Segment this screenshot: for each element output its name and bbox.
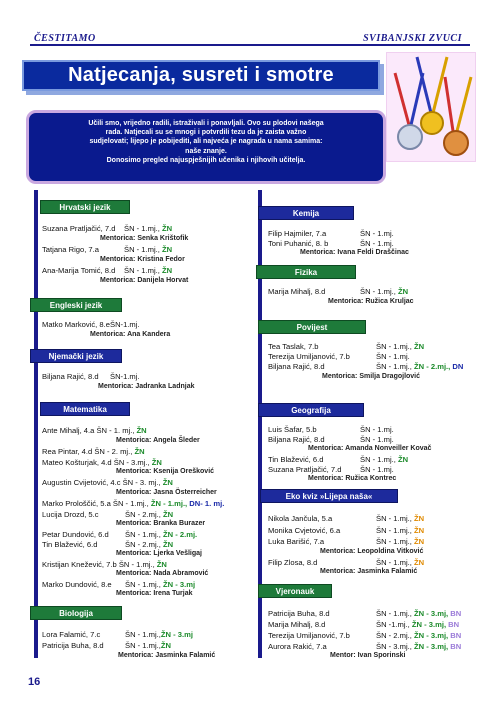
section-header-hrvatski: Hrvatski jezik <box>40 200 130 214</box>
result-detail <box>376 526 424 535</box>
result-detail <box>125 641 171 650</box>
county-result: ŽN <box>162 540 174 549</box>
mentor-line: Mentorica: Ružica Kruljac <box>328 298 414 305</box>
county-result: ŽN <box>413 526 425 535</box>
school-result: ŠN - 1.mj., <box>125 641 161 650</box>
result-detail <box>360 229 394 238</box>
student-name: Suzana Pratljačić, 7.d <box>268 465 342 474</box>
result-row <box>268 362 464 371</box>
county-result: ŽN - 2.mj., <box>413 362 453 371</box>
school-result: ŠN - 1.mj. <box>360 425 394 434</box>
section-header-engleski: Engleski jezik <box>30 298 122 312</box>
county-result: ŽN <box>162 510 174 519</box>
school-result: ŠN - 1.mj., <box>360 287 398 296</box>
student-name: Patricija Buha, 8.d <box>42 641 104 650</box>
section-header-matematika: Matematika <box>40 402 130 416</box>
state-result: DN <box>452 362 464 371</box>
result-row <box>268 455 409 464</box>
student-name: Luis Šafar, 5.b <box>268 425 317 434</box>
county-result: ŽN <box>159 224 173 233</box>
county-result: ŽN - 3.mj, <box>413 609 451 618</box>
result-row <box>42 426 147 435</box>
result-row <box>268 342 425 351</box>
result-row <box>268 537 425 546</box>
result-detail <box>376 352 410 361</box>
result-row <box>42 245 173 254</box>
mentor-line: Mentorica: Angela Šleder <box>116 437 200 444</box>
header-left: ČESTITAMO <box>34 33 96 44</box>
result-row <box>42 458 162 467</box>
mentor-line: Mentorica: Jasminka Falamić <box>320 568 418 575</box>
county-result: ŽN <box>413 514 425 523</box>
school-result: ŠN - 2.mj., <box>376 631 414 640</box>
result-detail <box>360 425 394 434</box>
intro-line: naše znanje. <box>185 147 227 155</box>
result-detail <box>376 620 459 629</box>
county-result: ŽN <box>413 537 425 546</box>
county-result: ŽN <box>156 560 167 569</box>
school-result: ŠN - 1.mj., <box>376 558 414 567</box>
result-detail <box>376 362 463 371</box>
school-result: ŠN - 1.mj., <box>376 362 414 371</box>
school-result: ŠN - 1.mj. <box>360 465 394 474</box>
section-header-eko: Eko kviz »Lijepa naša« <box>260 489 398 503</box>
student-name: Terezija Umiljanović, 7.b <box>268 352 350 361</box>
intro-line: Učili smo, vrijedno radili, istraživali i ponavljali. Ovo su plodovi našega <box>88 120 324 127</box>
result-detail <box>110 372 140 381</box>
result-detail <box>360 287 408 296</box>
result-detail <box>360 435 394 444</box>
result-row <box>268 514 425 523</box>
student-name: Mateo Košturjak, 4.d ŠN - 3.mj., <box>42 458 152 467</box>
student-name: Toni Puhanić, 8. b <box>268 239 329 248</box>
result-row <box>42 530 198 539</box>
school-result: ŠN - 1.mj., <box>376 609 414 618</box>
student-name: Petar Dundović, 6.d <box>42 530 109 539</box>
section-header-povijest: Povijest <box>258 320 366 334</box>
student-name: Tin Blažević, 6.d <box>268 455 324 464</box>
student-name: Filip Zlosa, 8.d <box>268 558 318 567</box>
mentor-line: Mentor: Ivan Sporinski <box>330 652 406 659</box>
county-result: ŽN - 3.mj, <box>411 620 449 629</box>
section-header-njemacki: Njemački jezik <box>30 349 122 363</box>
intro-line: sudjelovati; lijepo je pobijediti, ali najveća je nagrada u nama samima: <box>89 138 323 146</box>
school-result: ŠN - 1.mj. <box>360 229 394 238</box>
student-name: Nikola Jančula, 5.a <box>268 514 333 523</box>
header-right: SVIBANJSKI ZVUCI <box>363 33 462 44</box>
county-result: ŽN <box>413 558 425 567</box>
result-row <box>268 287 409 296</box>
result-row <box>268 558 425 567</box>
student-name: Marija Mihalj, 8.d <box>268 287 326 296</box>
result-detail <box>360 465 394 474</box>
student-name: Patricija Buha, 8.d <box>268 609 330 618</box>
result-row <box>42 224 173 233</box>
student-name: Lora Falamić, 7.c <box>42 630 101 639</box>
medals-icon <box>387 53 477 163</box>
result-detail <box>376 631 461 640</box>
student-name: Augustin Cvijetović, 4.c ŠN - 3. mj., <box>42 478 163 487</box>
student-name: Biljana Rajić, 8.d <box>268 362 325 371</box>
result-detail <box>124 245 172 254</box>
result-detail <box>360 455 408 464</box>
result-detail <box>376 514 424 523</box>
result-row <box>268 352 410 361</box>
section-header-kemija: Kemija <box>258 206 354 220</box>
state-result: BN <box>450 642 462 651</box>
result-row <box>42 630 193 639</box>
school-result: ŠN - 1.mj. <box>360 239 394 248</box>
county-result: ŽN <box>160 641 171 650</box>
mentor-line: Mentorica: Ružica Kontrec <box>308 475 397 482</box>
county-result: ŽN <box>151 458 162 467</box>
student-name: Tin Blažević, 6.d <box>42 540 98 549</box>
county-result: ŽN - 2.mj. <box>162 530 198 539</box>
result-detail <box>125 630 193 639</box>
student-name: Kristijan Knežević, 7.b ŠN - 1.mj., <box>42 560 157 569</box>
mentor-line: Mentorica: Ana Kandera <box>90 331 171 338</box>
result-detail <box>125 510 173 519</box>
mentor-line: Mentorica: Amanda Nonveiller Kovač <box>308 445 432 452</box>
school-result: ŠN -1.mj., <box>376 620 412 629</box>
result-detail <box>360 239 394 248</box>
intro-box <box>26 110 386 184</box>
result-detail <box>125 530 197 539</box>
school-result: ŠN - 1.mj., <box>376 342 414 351</box>
student-name: Rea Pintar, 4.d ŠN - 2. mj., <box>42 447 135 456</box>
mentor-line: Mentorica: Branka Burazer <box>116 520 206 527</box>
school-result: ŠN - 1.mj., <box>124 266 160 275</box>
county-result: ŽN - 1.mj., <box>150 499 190 508</box>
result-detail <box>376 558 424 567</box>
result-row <box>268 435 394 444</box>
mentor-line: Mentorica: Nada Abramović <box>116 570 209 577</box>
result-row <box>42 499 224 508</box>
school-result: ŠN - 2.mj., <box>125 540 163 549</box>
result-detail <box>376 642 461 651</box>
result-detail <box>376 609 461 618</box>
school-result: ŠN - 1.mj., <box>360 455 398 464</box>
county-result: ŽN <box>159 266 173 275</box>
county-result: ŽN - 3.mj <box>160 630 193 639</box>
student-name: Marija Mihalj, 8.d <box>268 620 326 629</box>
result-row <box>268 609 462 618</box>
result-detail <box>376 342 424 351</box>
student-name: Marko Prološčić, 5.a ŠN - 1.mj., <box>42 499 151 508</box>
student-name: Biljana Rajić, 8.d <box>268 435 325 444</box>
medals-illustration <box>386 52 476 162</box>
page-number: 16 <box>28 676 41 688</box>
student-name: Biljana Rajić, 8.d <box>42 372 99 381</box>
result-row <box>42 560 167 569</box>
state-result: BN <box>448 620 460 629</box>
school-result: ŠN - 1.mj. <box>376 352 410 361</box>
result-row <box>42 478 173 487</box>
school-result: ŠN-1.mj. <box>110 372 140 381</box>
section-header-biologija: Biologija <box>30 606 122 620</box>
county-result: ŽN <box>134 447 145 456</box>
left-column-bar <box>34 190 38 658</box>
county-result: ŽN <box>162 478 173 487</box>
student-name: Lucija Drozd, 5.c <box>42 510 99 519</box>
mentor-line: Mentorica: Senka Krištofik <box>100 235 189 242</box>
page-title-box <box>22 60 380 91</box>
school-result: ŠN - 1.mj., <box>125 630 161 639</box>
result-detail <box>125 580 195 589</box>
state-result: BN <box>450 631 462 640</box>
mentor-line: Mentorica: Jasminka Falamić <box>118 652 216 659</box>
mentor-line: Mentorica: Ivana Feldi Draščinac <box>300 249 409 256</box>
result-row <box>268 239 394 248</box>
school-result: ŠN - 1.mj., <box>125 580 163 589</box>
result-row <box>42 510 174 519</box>
result-row <box>42 372 140 381</box>
intro-line: rada. Natjecali su se mnogi i potvrdili tezu da je zaista važno <box>105 129 307 137</box>
student-name: Terezija Umiljanović, 7.b <box>268 631 350 640</box>
mentor-line: Mentorica: Danijela Horvat <box>100 277 189 284</box>
school-result: ŠN - 1.mj., <box>125 530 163 539</box>
county-result: ŽN <box>397 287 409 296</box>
section-header-geografija: Geografija <box>258 403 364 417</box>
student-name: Luka Barišić, 7.a <box>268 537 325 546</box>
result-row <box>42 540 174 549</box>
mentor-line: Mentorica: Kristina Fedor <box>100 256 185 263</box>
student-name: Tea Taslak, 7.b <box>268 342 319 351</box>
result-detail <box>376 537 424 546</box>
header-divider <box>30 44 470 46</box>
mentor-line: Mentorica: Leopoldina Vitković <box>320 548 424 555</box>
school-result: ŠN - 2.mj., <box>125 510 163 519</box>
mentor-line: Mentorica: Jasna Österreicher <box>116 489 217 496</box>
student-name: Ante Mihalj, 4.a ŠN - 1. mj., <box>42 426 137 435</box>
result-row <box>268 425 394 434</box>
result-row <box>268 631 462 640</box>
result-row <box>42 641 171 650</box>
result-row <box>268 465 394 474</box>
result-row <box>268 642 462 651</box>
mentor-line: Mentorica: Jadranka Ladnjak <box>98 383 195 390</box>
result-row <box>42 266 173 275</box>
school-result: ŠN - 1.mj., <box>124 224 160 233</box>
mentor-line: Mentorica: Ljerka Vešligaj <box>116 550 202 557</box>
student-name: Ana-Marija Tomić, 8.d <box>42 266 116 275</box>
result-detail <box>110 320 140 329</box>
school-result: ŠN - 1.mj., <box>124 245 160 254</box>
page-title: Natjecanja, susreti i smotre <box>68 64 334 86</box>
result-row <box>268 229 394 238</box>
mentor-line: Mentorica: Smilja Dragojlović <box>322 373 421 380</box>
section-header-vjeronauk: Vjeronauk <box>258 584 332 598</box>
student-name: Filip Hajmiler, 7.a <box>268 229 327 238</box>
school-result: ŠN - 3.mj., <box>376 642 414 651</box>
state-result: DN- 1. mj. <box>189 499 225 508</box>
school-result: ŠN - 1.mj. <box>360 435 394 444</box>
school-result: ŠN - 1.mj., <box>376 514 414 523</box>
county-result: ŽN - 3.mj, <box>413 631 451 640</box>
county-result: ŽN <box>136 426 147 435</box>
result-row <box>268 526 425 535</box>
student-name: Matko Marković, 8.e <box>42 320 110 329</box>
state-result: BN <box>450 609 462 618</box>
result-row <box>42 320 140 329</box>
result-row <box>42 580 196 589</box>
result-detail <box>124 224 172 233</box>
student-name: Suzana Pratljačić, 7.d <box>42 224 116 233</box>
student-name: Aurora Rakić, 7.a <box>268 642 327 651</box>
school-result: ŠN - 1.mj., <box>376 526 414 535</box>
result-row <box>42 447 145 456</box>
school-result: ŠN-1.mj. <box>110 320 140 329</box>
student-name: Monika Cvjetović, 6.a <box>268 526 341 535</box>
section-header-fizika: Fizika <box>256 265 356 279</box>
result-row <box>268 620 460 629</box>
result-detail <box>125 540 173 549</box>
student-name: Tatjana Rigo, 7.a <box>42 245 99 254</box>
county-result: ŽN - 3.mj <box>162 580 196 589</box>
intro-line: Donosimo pregled najuspješnijih učenika i njihovih učitelja. <box>106 156 306 164</box>
county-result: ŽN <box>413 342 425 351</box>
county-result: ŽN - 3.mj, <box>413 642 451 651</box>
result-detail <box>124 266 172 275</box>
school-result: ŠN - 1.mj., <box>376 537 414 546</box>
mentor-line: Mentorica: Irena Turjak <box>116 590 193 597</box>
mentor-line: Mentorica: Ksenija Orešković <box>116 468 215 475</box>
county-result: ŽN <box>397 455 409 464</box>
student-name: Marko Dundović, 8.e <box>42 580 112 589</box>
county-result: ŽN <box>159 245 173 254</box>
